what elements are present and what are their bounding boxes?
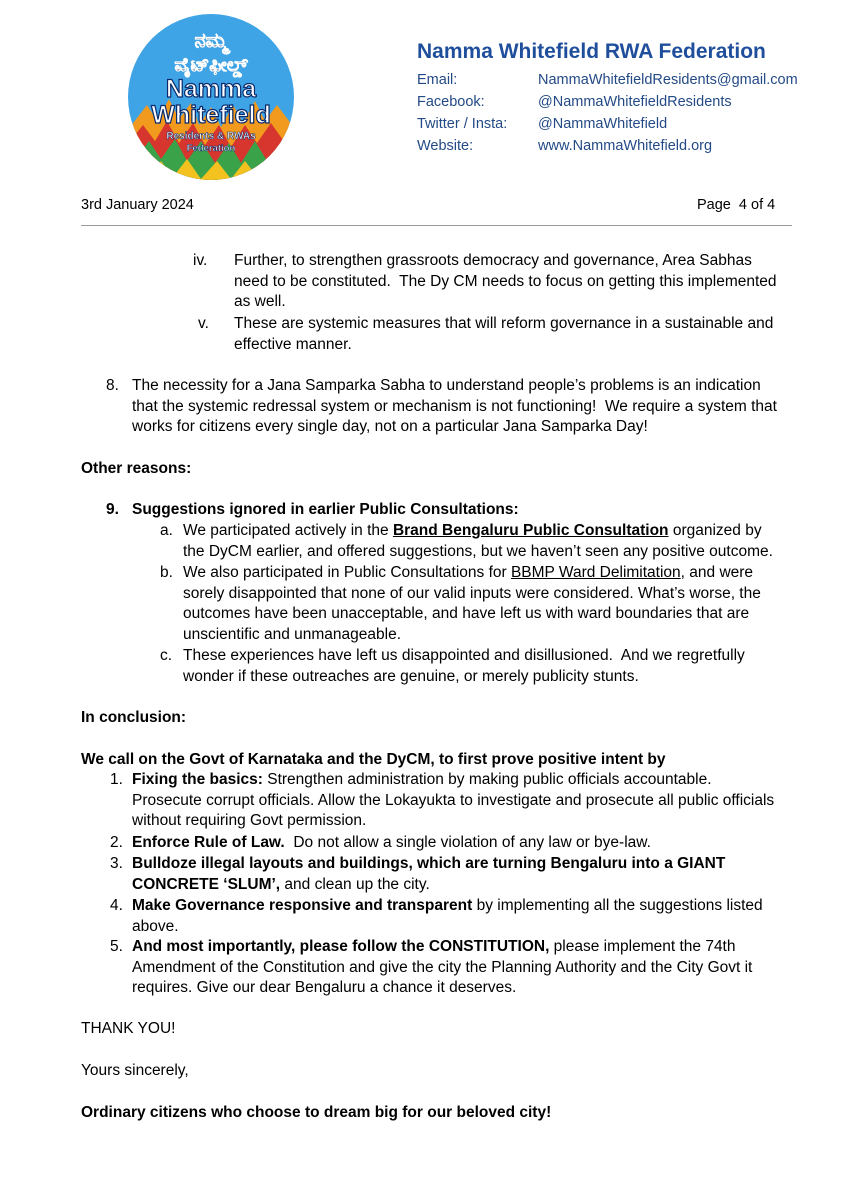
org-title: Namma Whitefield RWA Federation <box>417 40 766 63</box>
list-marker: 9. <box>106 501 119 518</box>
logo-title-line2: Whitefield <box>151 101 271 129</box>
list-marker: c. <box>160 647 173 664</box>
list-item: We also participated in Public Consultations for BBMP Ward Delimitation, and were sorely disappointed that none of our valid inputs were considered. What’s worse, the outcomes have been unacceptable, and have left us with ward boundaries that are unscientific and unmanageable. <box>183 564 761 643</box>
list-item: The necessity for a Jana Samparka Sabha to understand people’s problems is an indication that the systemic redressal system or mechanism is not functioning! We require a system that works for citizens every single day, not on a particular Jana Samparka Day! <box>132 377 777 435</box>
letter-date: 3rd January 2024 <box>81 197 194 213</box>
list-marker: 5. <box>110 938 123 955</box>
yours-sincerely: Yours sincerely, <box>81 1062 189 1079</box>
list-item: Make Governance responsive and transparent by implementing all the suggestions listed above. <box>132 897 763 935</box>
header-divider <box>81 225 792 226</box>
website-link[interactable]: www.NammaWhitefield.org <box>538 138 713 154</box>
list-marker: b. <box>160 564 173 581</box>
contact-website: Website: www.NammaWhitefield.org <box>417 138 713 154</box>
list-item-title: Suggestions ignored in earlier Public Consultations: <box>132 501 519 518</box>
namma-whitefield-logo <box>127 13 295 181</box>
logo-title-line1: Namma <box>165 75 257 103</box>
list-item: Enforce Rule of Law. Do not allow a single violation of any law or bye-law. <box>132 834 651 851</box>
facebook-link[interactable]: @NammaWhitefieldResidents <box>538 94 732 110</box>
brand-bengaluru-link[interactable]: Brand Bengaluru Public Consultation <box>392 522 669 539</box>
contact-block <box>417 69 798 157</box>
list-marker: 8. <box>106 377 119 394</box>
page-number: Page 4 of 4 <box>697 197 776 213</box>
contact-email: Email: NammaWhitefieldResidents@gmail.com <box>417 72 798 88</box>
list-item: Fixing the basics: Strengthen administration by making public officials accountable. Prosecute corrupt officials. Allow the Lokayukta to investigate and prosecute all public officials without requiring Govt permission. <box>132 771 775 829</box>
list-marker: 2. <box>110 834 123 851</box>
email-link[interactable]: NammaWhitefieldResidents@gmail.com <box>538 72 798 88</box>
bbmp-ward-delimitation-link[interactable]: BBMP Ward Delimitation <box>510 564 681 581</box>
list-marker: a. <box>160 522 173 539</box>
list-marker: 1. <box>110 771 123 788</box>
logo-kannada-line2: ವೈಟ್‌ಫೀಲ್ಡ್ <box>174 54 248 76</box>
section-heading-conclusion: In conclusion: <box>81 709 187 726</box>
list-marker: 3. <box>110 855 123 872</box>
call-statement: We call on the Govt of Karnataka and the DyCM, to first prove positive intent by <box>81 751 666 768</box>
list-marker: v. <box>198 315 209 332</box>
contact-facebook: Facebook: @NammaWhitefieldResidents <box>417 94 732 110</box>
logo-subtitle-line2: Federation <box>186 143 236 154</box>
logo-subtitle-line1: Residents & RWAs <box>166 131 256 142</box>
list-item: These experiences have left us disappointed and disillusioned. And we regretfully wonder if these outreaches are genuine, or merely publicity stunts. <box>183 647 745 685</box>
section-heading-other-reasons: Other reasons: <box>81 460 192 477</box>
thank-you: THANK YOU! <box>81 1020 176 1037</box>
list-item: These are systemic measures that will reform governance in a sustainable and effective manner. <box>234 315 774 353</box>
contact-twitter: Twitter / Insta: @NammaWhitefield <box>417 116 668 132</box>
list-item: And most importantly, please follow the CONSTITUTION, please implement the 74th Amendment of the Constitution and give the city the Planning Authority and the City Govt it requires. Give our dear Bengaluru a chance it deserves. <box>132 938 753 996</box>
list-marker: iv. <box>193 252 208 269</box>
signature-line: Ordinary citizens who choose to dream big for our beloved city! <box>81 1104 552 1121</box>
list-item: Bulldoze illegal layouts and buildings, which are turning Bengaluru into a GIANT CONCRETE ‘SLUM’, and clean up the city. <box>132 855 726 893</box>
list-item: Further, to strengthen grassroots democracy and governance, Area Sabhas need to be constituted. The Dy CM needs to focus on getting this implemented as well. <box>234 252 777 310</box>
twitter-link[interactable]: @NammaWhitefield <box>538 116 668 132</box>
list-marker: 4. <box>110 897 123 914</box>
list-item: We participated actively in the Brand Bengaluru Public Consultation organized by the DyCM earlier, and offered suggestions, but we haven’t seen any positive outcome. <box>183 522 773 560</box>
logo-kannada-line1: ನಮ್ಮ <box>194 28 228 52</box>
